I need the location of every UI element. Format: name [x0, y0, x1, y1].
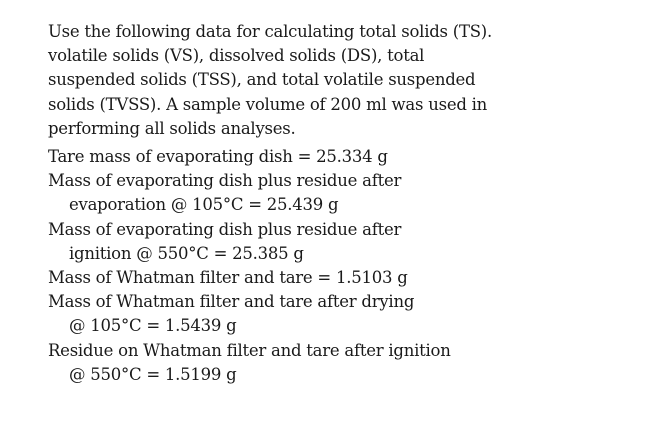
- filter-ignition-line: Residue on Whatman filter and tare after ignition: [48, 340, 451, 360]
- intro-line: performing all solids analyses.: [48, 118, 296, 138]
- ignition-mass-line: Mass of evaporating dish plus residue after: [48, 219, 402, 239]
- intro-line: Use the following data for calculating total solids (TS).: [48, 22, 492, 41]
- intro-line: volatile solids (VS), dissolved solids (DS), total: [48, 46, 425, 66]
- intro-paragraph: [48, 20, 492, 141]
- intro-line: suspended solids (TSS), and total volatile suspended: [48, 70, 476, 90]
- filter-drying-line: Mass of Whatman filter and tare after drying: [48, 292, 415, 312]
- evaporation-mass-line: Mass of evaporating dish plus residue after: [48, 171, 402, 191]
- filter-ignition-value: @ 550°C = 1.5199 g: [69, 364, 237, 384]
- intro-line: solids (TVSS). A sample volume of 200 ml was used in: [48, 94, 488, 114]
- data-list: [48, 145, 488, 387]
- filter-tare-line: Mass of Whatman filter and tare = 1.5103 g: [48, 268, 408, 288]
- evaporation-mass-value: evaporation @ 105°C = 25.439 g: [69, 195, 339, 215]
- filter-drying-value: @ 105°C = 1.5439 g: [69, 316, 237, 336]
- problem-text: [48, 20, 492, 387]
- ignition-mass-value: ignition @ 550°C = 25.385 g: [69, 243, 304, 263]
- tare-mass-line: Tare mass of evaporating dish = 25.334 g: [48, 147, 388, 167]
